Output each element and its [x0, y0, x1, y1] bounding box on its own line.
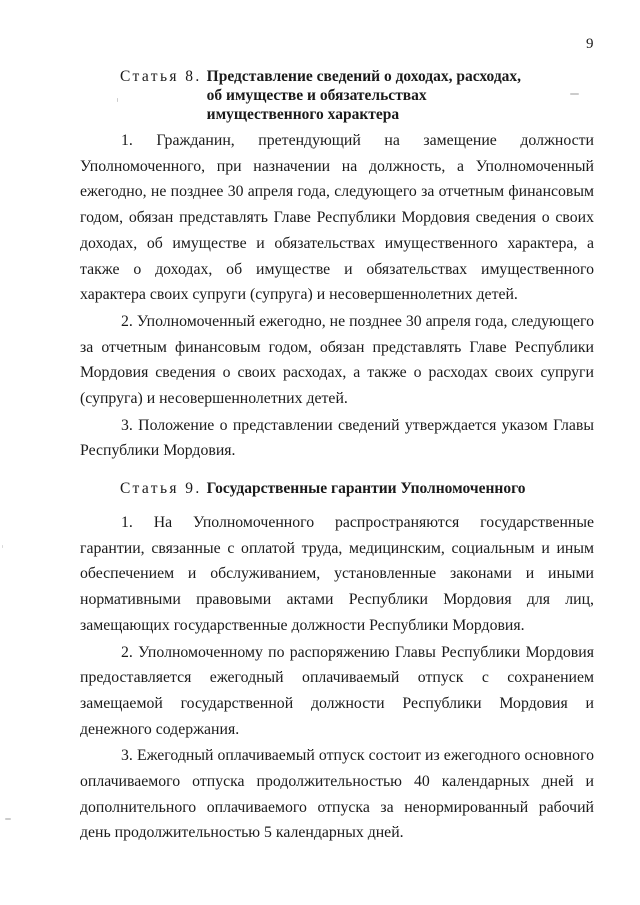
scan-speck: [2, 545, 3, 548]
article-8-label: Статья 8.: [120, 68, 202, 85]
article-8-paragraph-2: 2. Уполномоченный ежегодно, не позднее 30 апреля года, следующего за отчетным финансовым годом, обязан представлять Главе Республики Мордовия сведения о своих расходах, а также о расходах своих супруги (супруга) и несовершеннолетних детей.: [80, 312, 594, 408]
article-8-heading: [80, 67, 594, 124]
article-8-body: [80, 128, 594, 464]
article-8-title: Представление сведений о доходах, расходах, об имуществе и обязательствах имущественного характера: [206, 68, 522, 123]
scan-speck: [5, 818, 11, 820]
article-9-paragraph-2: 2. Уполномоченному по распоряжению Главы Республики Мордовия предоставляется ежегодный оплачиваемый отпуск с сохранением замещаемой государственной должности Республики Мордовия и денежного содержания.: [80, 643, 594, 738]
article-8-paragraph-1: 1. Гражданин, претендующий на замещение должности Уполномоченного, при назначении на должность, а Уполномоченный ежегодно, не позднее 30 апреля года, следующего за отчетным финансовым годом, обязан представлять Главе Республики Мордовия сведения о своих доходах, об имуществе и обязательствах имущественного характера, а также о доходах, об имуществе и обязательствах имущественного характера своих супруги (супруга) и несовершеннолетних детей.: [80, 132, 594, 304]
article-8-paragraph-3: 3. Положение о представлении сведений утверждается указом Главы Республики Мордовия.: [80, 416, 594, 460]
article-9-paragraph-1: 1. На Уполномоченного распространяются государственные гарантии, связанные с оплатой труда, медицинским, социальным и иным обеспечением и обслуживанием, установленные законами и иными нормативными правовыми актами Республики Мордовия для лиц, замещающих государственные должности Республики Мордовия.: [80, 514, 594, 634]
article-9-title: Государственные гарантии Уполномоченного: [206, 480, 526, 497]
scan-speck: [570, 93, 579, 95]
article-9-paragraph-3: 3. Ежегодный оплачиваемый отпуск состоит из ежегодного основного оплачиваемого отпуска продолжительностью 40 календарных дней и дополнительного оплачиваемого отпуска за ненормированный рабочий день продолжительностью 5 календарных дней.: [80, 747, 594, 842]
article-9-body: [80, 510, 594, 846]
article-9-heading: [80, 479, 594, 498]
article-9-label: Статья 9.: [120, 480, 202, 497]
scan-speck: [117, 98, 118, 102]
page-number: 9: [586, 36, 594, 52]
